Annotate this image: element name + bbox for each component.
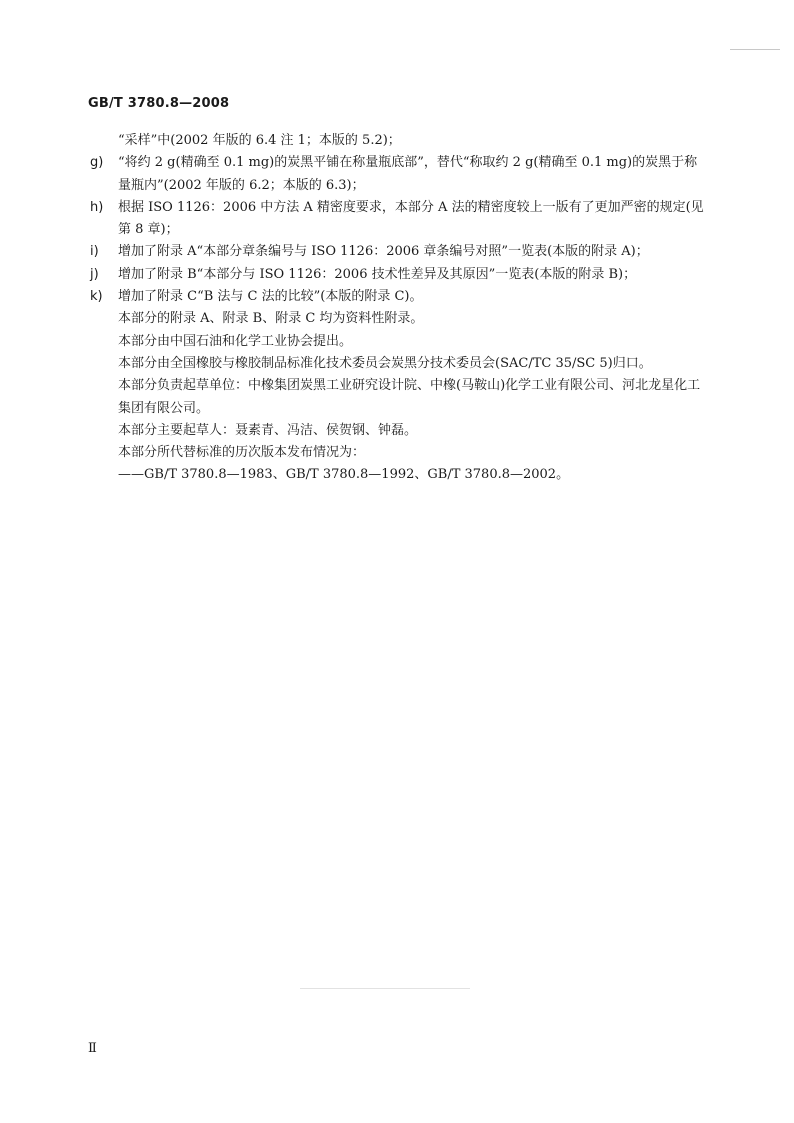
paragraph-proposer: 本部分由中国石油和化学工业协会提出。 [118,333,353,349]
paragraph-drafters: 本部分主要起草人：聂素青、冯洁、侯贺钢、钟磊。 [118,422,418,438]
history-versions-line: ——GB/T 3780.8—1983、GB/T 3780.8—1992、GB/T 3780.8—2002。 [118,467,570,483]
paragraph-appendices: 本部分的附录 A、附录 B、附录 C 均为资料性附录。 [118,311,424,327]
page-number: Ⅱ [88,1041,97,1056]
paragraph-drafting-units: 本部分负责起草单位：中橡集团炭黑工业研究设计院、中橡(马鞍山)化学工业有限公司、河北龙星化工集团有限公司。 [118,378,701,416]
list-item-text: 增加了附录 B“本部分与 ISO 1126：2006 技术性差异及其原因”一览表(本版的附录 B)； [118,266,637,282]
list-marker: k) [90,289,103,305]
list-item-text: 增加了附录 A“本部分章条编号与 ISO 1126：2006 章条编号对照”一览表(本版的附录 A)； [118,244,649,260]
list-item-j [90,264,708,286]
list-item-text: 根据 ISO 1126：2006 中方法 A 精密度要求，本部分 A 法的精密度较上一版有了更加严密的规定(见第 8 章)； [118,199,704,238]
scan-artifact-top-right [730,49,780,50]
list-marker: h) [90,199,104,215]
list-item-k [90,286,708,308]
list-item-g [90,152,708,197]
foreword-content [90,130,708,487]
list-marker: i) [90,244,99,260]
paragraph-history-intro: 本部分所代替标准的历次版本发布情况为： [118,445,366,461]
list-item-text: “将约 2 g(精确至 0.1 mg)的炭黑平铺在称量瓶底部”，替代“称取约 2 g(精确至 0.1 mg)的炭黑于称量瓶内”(2002 年版的 6.2；本版的 6.3)； [118,155,698,193]
list-marker: j) [90,266,99,282]
list-marker: g) [90,155,104,171]
paragraph-committee: 本部分由全国橡胶与橡胶制品标准化技术委员会炭黑分技术委员会(SAC/TC 35/SC 5)归口。 [118,355,652,371]
scan-artifact-bottom [300,988,470,989]
list-item-text: 增加了附录 C“B 法与 C 法的比较”(本版的附录 C)。 [118,289,423,305]
list-item-h [90,197,708,242]
list-item-i [90,241,708,263]
item-f-continuation: “采样”中(2002 年版的 6.4 注 1；本版的 5.2)； [118,133,401,148]
standard-number-header: GB/T 3780.8—2008 [88,96,230,111]
